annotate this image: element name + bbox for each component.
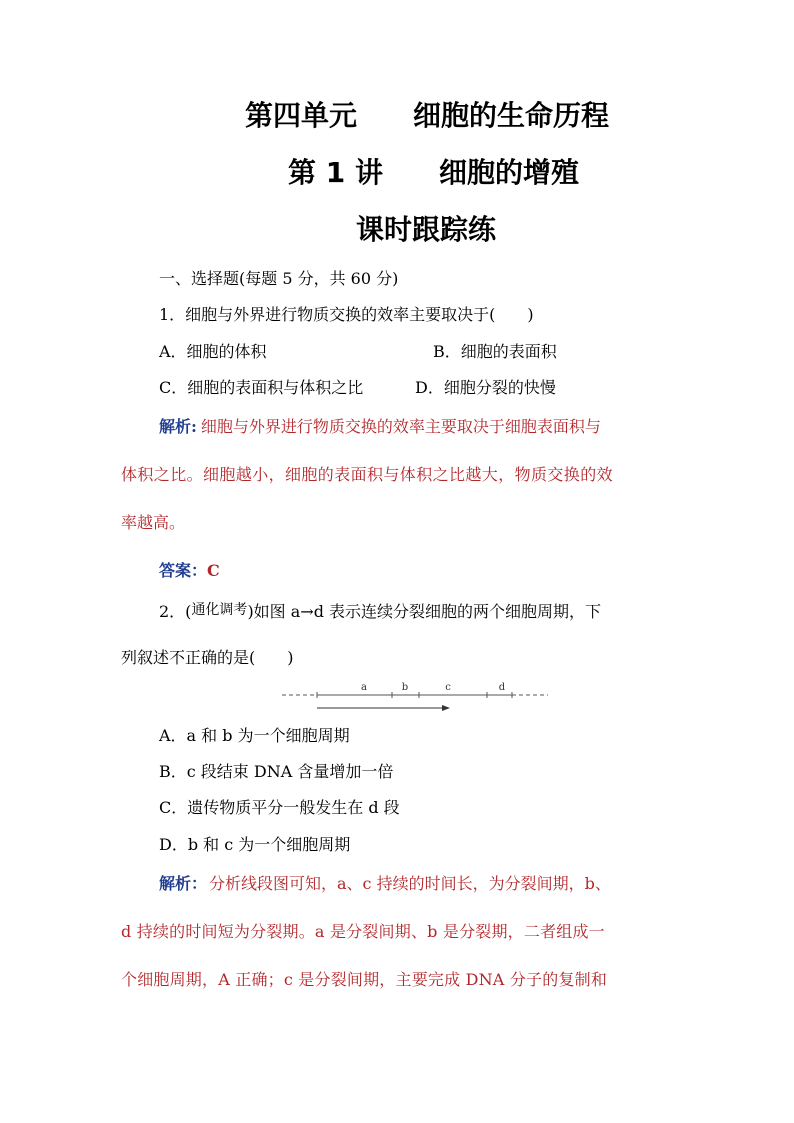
q1-analysis-line1 <box>159 419 601 435</box>
q1-analysis-label: 解析: <box>159 417 197 436</box>
q1-answer-value: C <box>207 561 220 580</box>
part-heading <box>159 271 398 287</box>
q1-stem: 1．细胞与外界进行物质交换的效率主要取决于( ) <box>159 305 534 324</box>
segment-label-b: b <box>401 682 409 693</box>
q2-analysis-text1: 分析线段图可知，a、c 持续的时间长，为分裂间期，b、 <box>209 874 611 893</box>
q2-option-a: A．a 和 b 为一个细胞周期 <box>159 726 350 745</box>
direction-arrow-head <box>442 705 450 711</box>
segment-label-a: a <box>361 682 367 693</box>
q2-analysis-line2: d 持续的时间短为分裂期。a 是分裂间期、b 是分裂期，二者组成一 <box>121 922 605 941</box>
q1-option-b: B．细胞的表面积 <box>433 342 557 361</box>
segment-label-c: c <box>445 682 451 693</box>
q2-source-tag: 通化调考 <box>191 602 248 618</box>
q2-analysis-line3: 个细胞周期，A 正确；c 是分裂间期，主要完成 DNA 分子的复制和 <box>121 970 608 989</box>
q2-stem-line2: 列叙述不正确的是( ) <box>121 648 294 667</box>
segment-label-d: d <box>498 682 506 693</box>
q1-analysis-line3: 率越高。 <box>121 513 186 532</box>
q1-analysis-line2: 体积之比。细胞越小，细胞的表面积与体积之比越大，物质交换的效 <box>121 465 614 484</box>
cell-cycle-diagram <box>282 680 552 714</box>
q1-answer <box>159 563 220 579</box>
q2-option-c: C．遗传物质平分一般发生在 d 段 <box>159 798 400 817</box>
q2-stem-prefix: 2．( <box>159 602 192 621</box>
lecture-title: 第 1 讲 细胞的增殖 <box>288 156 579 189</box>
q2-analysis-line1 <box>159 876 611 892</box>
q2-option-b: B．c 段结束 DNA 含量增加一倍 <box>159 762 394 781</box>
q1-option-a: A．细胞的体积 <box>159 342 267 361</box>
unit-title: 第四单元 细胞的生命历程 <box>245 99 610 132</box>
part-heading-text: 一、选择题(每题 5 分，共 60 分) <box>159 269 399 288</box>
q1-analysis-text1: 细胞与外界进行物质交换的效率主要取决于细胞表面积与 <box>200 417 601 436</box>
q1-answer-label: 答案： <box>159 561 208 580</box>
section-title: 课时跟踪练 <box>356 213 497 246</box>
q1-option-d: D．细胞分裂的快慢 <box>415 378 556 397</box>
q2-stem-rest: )如图 a→d 表示连续分裂细胞的两个细胞周期，下 <box>247 602 602 621</box>
q2-analysis-label: 解析： <box>159 874 208 893</box>
q1-option-c: C．细胞的表面积与体积之比 <box>159 378 364 397</box>
q2-option-d: D．b 和 c 为一个细胞周期 <box>159 835 351 854</box>
q2-stem-line1 <box>159 604 601 620</box>
